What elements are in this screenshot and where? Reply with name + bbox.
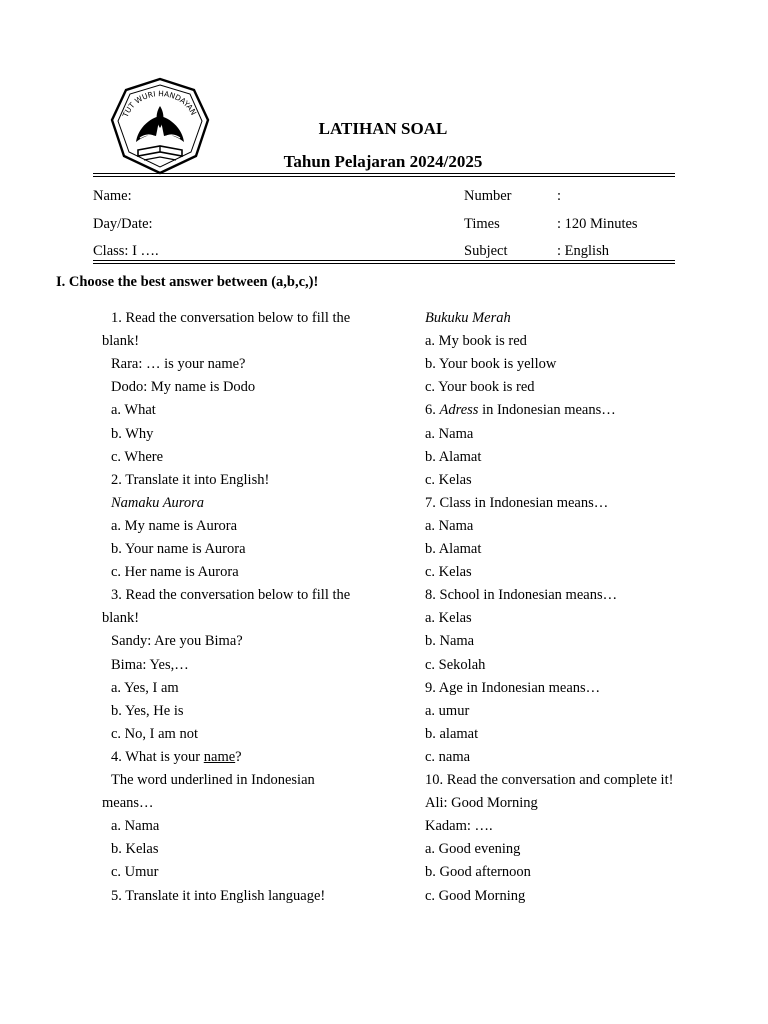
question-line: b. Your name is Aurora	[111, 541, 246, 557]
question-line: Bima: Yes,…	[111, 656, 189, 673]
question-line: a. Nama	[111, 818, 160, 835]
info-rule-top	[93, 260, 675, 261]
question-line: b. Good afternoon	[425, 864, 531, 881]
header-rule-bottom	[93, 176, 675, 177]
question-line: 10. Read the conversation and complete it!	[425, 772, 674, 788]
question-line: a. What	[111, 402, 156, 419]
page-title: LATIHAN SOAL	[318, 119, 448, 138]
daydate-label: Day/Date:	[93, 216, 153, 232]
question-line: a. My book is red	[425, 333, 527, 350]
times-label: Times	[464, 216, 500, 232]
question-line: 8. School in Indonesian means…	[425, 587, 618, 604]
question-line: c. Her name is Aurora	[111, 564, 239, 581]
question-line: c. Kelas	[425, 471, 472, 488]
question-line: Bukuku Merah	[425, 310, 511, 326]
question-line: b. Kelas	[111, 841, 159, 858]
tut-wuri-handayani-emblem-icon	[106, 76, 214, 176]
page-subtitle: Tahun Pelajaran 2024/2025	[283, 152, 483, 171]
question-line: c. Your book is red	[425, 379, 535, 396]
question-line: a. Nama	[425, 517, 474, 534]
header-rule-top	[93, 173, 675, 174]
times-value: : 120 Minutes	[557, 216, 638, 232]
question-line: c. Good Morning	[425, 887, 526, 904]
question-line: c. Where	[111, 448, 164, 465]
question-line: blank!	[102, 610, 140, 627]
question-line: blank!	[102, 333, 140, 350]
question-line: b. Alamat	[425, 541, 482, 557]
question-line: c. No, I am not	[111, 725, 198, 742]
emblem-motto: TUT WURI HANDAYAN	[120, 89, 199, 119]
class-label: Class: I ….	[93, 243, 159, 259]
question-line: 5. Translate it into English language!	[111, 887, 326, 904]
question-line: b. Why	[111, 425, 154, 442]
question-line: Namaku Aurora	[111, 494, 205, 511]
subject-value: : English	[557, 243, 609, 259]
question-line: a. Nama	[425, 425, 474, 442]
question-line: b. Alamat	[425, 448, 482, 465]
question-line: c. Kelas	[425, 564, 472, 581]
question-line: c. Sekolah	[425, 656, 486, 673]
subject-label: Subject	[464, 243, 508, 259]
section-title: I. Choose the best answer between (a,b,c,)!	[56, 274, 319, 290]
question-line: a. Yes, I am	[111, 679, 179, 696]
question-line: a. Good evening	[425, 841, 521, 858]
question-line: 3. Read the conversation below to fill the	[111, 587, 351, 604]
question-line: b. Nama	[425, 633, 475, 650]
question-line: Kadam: ….	[425, 818, 493, 835]
question-line: 7. Class in Indonesian means…	[425, 494, 609, 511]
question-line: means…	[102, 795, 154, 812]
question-line: 2. Translate it into English!	[111, 471, 270, 488]
question-line: b. Your book is yellow	[425, 356, 557, 373]
question-line: 1. Read the conversation below to fill the	[111, 310, 351, 326]
question-line: Sandy: Are you Bima?	[111, 633, 243, 650]
question-line: 4. What is your name?	[111, 748, 242, 765]
question-line: Rara: … is your name?	[111, 356, 246, 373]
question-line: a. Kelas	[425, 610, 472, 627]
question-line: Dodo: My name is Dodo	[111, 379, 256, 396]
question-line: b. alamat	[425, 725, 479, 742]
question-line: b. Yes, He is	[111, 702, 184, 719]
underlined-word: name	[203, 748, 236, 765]
question-line: 9. Age in Indonesian means…	[425, 679, 601, 696]
info-rule-bottom	[93, 263, 675, 264]
question-line: c. Umur	[111, 864, 159, 881]
italic-word: Adress	[439, 402, 479, 419]
number-label: Number	[464, 188, 512, 204]
question-line: 6. Adress in Indonesian means…	[425, 402, 616, 419]
name-label: Name:	[93, 188, 132, 204]
question-line: a. umur	[425, 702, 470, 719]
question-line: a. My name is Aurora	[111, 517, 238, 534]
question-line: c. nama	[425, 748, 471, 765]
number-value: :	[557, 188, 562, 204]
question-line: The word underlined in Indonesian	[111, 772, 315, 788]
question-line: Ali: Good Morning	[425, 795, 538, 812]
